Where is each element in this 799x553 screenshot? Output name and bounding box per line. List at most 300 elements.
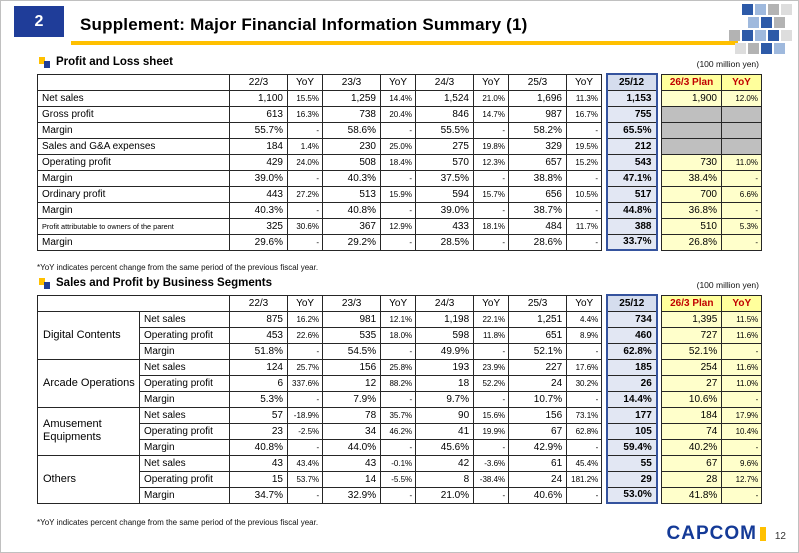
value-cell: 18.4% xyxy=(381,154,416,170)
value-cell: -2.5% xyxy=(288,423,323,439)
value-cell: 156 xyxy=(323,359,381,375)
value-cell: 212 xyxy=(607,138,657,154)
value-cell xyxy=(662,106,722,122)
value-cell: 11.3% xyxy=(567,90,602,106)
pl-section-title: Profit and Loss sheet xyxy=(56,56,173,68)
column-header: YoY xyxy=(567,295,602,311)
value-cell: 1,251 xyxy=(509,311,567,327)
row-label: Net sales xyxy=(140,455,230,471)
value-cell: 58.2% xyxy=(509,122,567,138)
value-cell: 254 xyxy=(662,359,722,375)
value-cell: - xyxy=(474,122,509,138)
column-header: 23/3 xyxy=(323,74,381,90)
row-label: Margin xyxy=(38,234,230,250)
column-header-empty xyxy=(38,74,230,90)
value-cell: 184 xyxy=(662,407,722,423)
value-cell: -38.4% xyxy=(474,471,509,487)
column-header: 23/3 xyxy=(323,295,381,311)
value-cell: 53.0% xyxy=(607,487,657,503)
value-cell: - xyxy=(381,391,416,407)
value-cell: 570 xyxy=(416,154,474,170)
value-cell: - xyxy=(288,234,323,250)
value-cell: 453 xyxy=(230,327,288,343)
table-row xyxy=(38,218,762,234)
value-cell: 28.6% xyxy=(509,234,567,250)
value-cell: 25.7% xyxy=(288,359,323,375)
value-cell: 12.3% xyxy=(474,154,509,170)
value-cell: 19.5% xyxy=(567,138,602,154)
decorative-square xyxy=(755,30,766,41)
value-cell: 11.7% xyxy=(567,218,602,234)
table-row xyxy=(38,170,762,186)
value-cell: 738 xyxy=(323,106,381,122)
value-cell: - xyxy=(474,439,509,455)
decorative-square xyxy=(781,30,792,41)
section-bullet-icon xyxy=(39,278,50,289)
value-cell: 10.5% xyxy=(567,186,602,202)
value-cell: 1,696 xyxy=(509,90,567,106)
value-cell xyxy=(662,122,722,138)
value-cell: - xyxy=(722,234,762,250)
value-cell: - xyxy=(474,170,509,186)
table-row xyxy=(38,423,762,439)
value-cell: 734 xyxy=(607,311,657,327)
value-cell: 1,153 xyxy=(607,90,657,106)
value-cell: - xyxy=(722,487,762,503)
value-cell: 12.0% xyxy=(722,90,762,106)
value-cell: 4.4% xyxy=(567,311,602,327)
segments-footnote: *YoY indicates percent change from the same period of the previous fiscal year. xyxy=(37,518,319,527)
value-cell: - xyxy=(381,439,416,455)
value-cell: 5.3% xyxy=(722,218,762,234)
value-cell: 88.2% xyxy=(381,375,416,391)
value-cell: 42.9% xyxy=(509,439,567,455)
column-header: 25/12 xyxy=(607,295,657,311)
value-cell: 15.2% xyxy=(567,154,602,170)
table-row xyxy=(38,138,762,154)
value-cell: 181.2% xyxy=(567,471,602,487)
value-cell: 11.5% xyxy=(722,311,762,327)
value-cell: 28.5% xyxy=(416,234,474,250)
value-cell: 41.8% xyxy=(662,487,722,503)
value-cell: - xyxy=(288,202,323,218)
value-cell: 29.6% xyxy=(230,234,288,250)
decorative-square xyxy=(742,30,753,41)
column-header: 25/3 xyxy=(509,74,567,90)
value-cell: 14 xyxy=(323,471,381,487)
row-label: Margin xyxy=(140,343,230,359)
value-cell: 38.8% xyxy=(509,170,567,186)
row-label: Margin xyxy=(140,391,230,407)
value-cell: 21.0% xyxy=(416,487,474,503)
value-cell: 36.8% xyxy=(662,202,722,218)
value-cell: 53.7% xyxy=(288,471,323,487)
value-cell: - xyxy=(567,234,602,250)
value-cell: 16.2% xyxy=(288,311,323,327)
value-cell: 14.4% xyxy=(607,391,657,407)
value-cell: 9.7% xyxy=(416,391,474,407)
pl-unit-note: (100 million yen) xyxy=(696,59,759,69)
value-cell: 18.1% xyxy=(474,218,509,234)
pl-section-header xyxy=(39,56,173,68)
value-cell: 39.0% xyxy=(416,202,474,218)
value-cell: 25.0% xyxy=(381,138,416,154)
value-cell: 388 xyxy=(607,218,657,234)
value-cell: 460 xyxy=(607,327,657,343)
value-cell: 29 xyxy=(607,471,657,487)
decorative-square xyxy=(761,17,772,28)
segment-name: Digital Contents xyxy=(38,311,140,359)
value-cell: 24 xyxy=(509,471,567,487)
value-cell: -18.9% xyxy=(288,407,323,423)
table-row xyxy=(38,471,762,487)
value-cell: 875 xyxy=(230,311,288,327)
value-cell: 52.2% xyxy=(474,375,509,391)
value-cell: - xyxy=(288,170,323,186)
value-cell: 184 xyxy=(230,138,288,154)
value-cell: 10.6% xyxy=(662,391,722,407)
decorative-square xyxy=(742,4,753,15)
value-cell: 15 xyxy=(230,471,288,487)
value-cell: - xyxy=(288,391,323,407)
table-row xyxy=(38,375,762,391)
value-cell: - xyxy=(381,343,416,359)
value-cell: 6.6% xyxy=(722,186,762,202)
value-cell: 1.4% xyxy=(288,138,323,154)
value-cell: 981 xyxy=(323,311,381,327)
value-cell: 34.7% xyxy=(230,487,288,503)
table-row xyxy=(38,359,762,375)
value-cell: - xyxy=(288,439,323,455)
slide-number: 2 xyxy=(34,12,44,30)
value-cell: - xyxy=(474,487,509,503)
value-cell: 329 xyxy=(509,138,567,154)
value-cell: - xyxy=(474,202,509,218)
capcom-logo xyxy=(667,523,766,545)
value-cell: 62.8% xyxy=(567,423,602,439)
value-cell: 25.8% xyxy=(381,359,416,375)
value-cell: 52.1% xyxy=(662,343,722,359)
value-cell: 613 xyxy=(230,106,288,122)
value-cell: 8.9% xyxy=(567,327,602,343)
value-cell: 1,259 xyxy=(323,90,381,106)
value-cell: - xyxy=(722,170,762,186)
table-row xyxy=(38,106,762,122)
value-cell: 14.4% xyxy=(381,90,416,106)
value-cell: 105 xyxy=(607,423,657,439)
value-cell: 54.5% xyxy=(323,343,381,359)
value-cell: 12.9% xyxy=(381,218,416,234)
table-row xyxy=(38,391,762,407)
value-cell: 16.7% xyxy=(567,106,602,122)
value-cell: 32.9% xyxy=(323,487,381,503)
table-row xyxy=(38,186,762,202)
value-cell: - xyxy=(567,439,602,455)
value-cell: - xyxy=(381,122,416,138)
decorative-square xyxy=(768,30,779,41)
value-cell: 230 xyxy=(323,138,381,154)
value-cell: 67 xyxy=(509,423,567,439)
value-cell: 20.4% xyxy=(381,106,416,122)
decorative-square xyxy=(781,4,792,15)
value-cell: 11.0% xyxy=(722,375,762,391)
table-row xyxy=(38,439,762,455)
value-cell: 46.2% xyxy=(381,423,416,439)
value-cell: 40.3% xyxy=(323,170,381,186)
value-cell: 227 xyxy=(509,359,567,375)
value-cell: 23 xyxy=(230,423,288,439)
section-bullet-icon xyxy=(39,57,50,68)
value-cell: - xyxy=(567,122,602,138)
value-cell: 23.9% xyxy=(474,359,509,375)
value-cell: 657 xyxy=(509,154,567,170)
value-cell: 67 xyxy=(662,455,722,471)
value-cell: 49.9% xyxy=(416,343,474,359)
value-cell: 15.9% xyxy=(381,186,416,202)
value-cell: 11.6% xyxy=(722,327,762,343)
value-cell: - xyxy=(567,343,602,359)
decorative-square xyxy=(748,17,759,28)
value-cell xyxy=(722,138,762,154)
column-header: YoY xyxy=(474,295,509,311)
table-row xyxy=(38,343,762,359)
value-cell: 325 xyxy=(230,218,288,234)
value-cell: 700 xyxy=(662,186,722,202)
value-cell: 26.8% xyxy=(662,234,722,250)
table-row xyxy=(38,407,762,423)
value-cell: 45.6% xyxy=(416,439,474,455)
value-cell: 156 xyxy=(509,407,567,423)
title-underline xyxy=(71,41,738,45)
value-cell: 517 xyxy=(607,186,657,202)
page-title: Supplement: Major Financial Information Summary (1) xyxy=(80,15,528,34)
value-cell: 5.3% xyxy=(230,391,288,407)
value-cell: 45.4% xyxy=(567,455,602,471)
value-cell: - xyxy=(381,170,416,186)
row-label: Margin xyxy=(38,170,230,186)
value-cell: - xyxy=(288,122,323,138)
value-cell: 18.0% xyxy=(381,327,416,343)
row-label: Net sales xyxy=(140,407,230,423)
value-cell: 24.0% xyxy=(288,154,323,170)
value-cell: 1,524 xyxy=(416,90,474,106)
table-row xyxy=(38,90,762,106)
value-cell: 40.3% xyxy=(230,202,288,218)
value-cell: 1,198 xyxy=(416,311,474,327)
table-row xyxy=(38,327,762,343)
value-cell: - xyxy=(288,343,323,359)
row-label: Gross profit xyxy=(38,106,230,122)
value-cell: -0.1% xyxy=(381,455,416,471)
value-cell: 33.7% xyxy=(607,234,657,250)
value-cell: 11.8% xyxy=(474,327,509,343)
column-header: YoY xyxy=(381,74,416,90)
column-header: YoY xyxy=(567,74,602,90)
value-cell: 58.6% xyxy=(323,122,381,138)
value-cell: 59.4% xyxy=(607,439,657,455)
value-cell: - xyxy=(474,234,509,250)
value-cell xyxy=(662,138,722,154)
column-header: YoY xyxy=(722,74,762,90)
value-cell: 26 xyxy=(607,375,657,391)
value-cell: 21.0% xyxy=(474,90,509,106)
value-cell: - xyxy=(722,202,762,218)
value-cell: 74 xyxy=(662,423,722,439)
column-header: YoY xyxy=(381,295,416,311)
value-cell: -5.5% xyxy=(381,471,416,487)
value-cell: 1,100 xyxy=(230,90,288,106)
value-cell: 44.8% xyxy=(607,202,657,218)
value-cell: - xyxy=(567,170,602,186)
value-cell: 12 xyxy=(323,375,381,391)
value-cell: - xyxy=(722,343,762,359)
row-label: Margin xyxy=(140,487,230,503)
segment-name: Amusement Equipments xyxy=(38,407,140,455)
value-cell: 40.8% xyxy=(230,439,288,455)
value-cell xyxy=(722,122,762,138)
value-cell: 61 xyxy=(509,455,567,471)
value-cell: 47.1% xyxy=(607,170,657,186)
row-label: Margin xyxy=(38,122,230,138)
value-cell: - xyxy=(288,487,323,503)
value-cell xyxy=(722,106,762,122)
value-cell: 55.7% xyxy=(230,122,288,138)
value-cell: 513 xyxy=(323,186,381,202)
value-cell: 19.8% xyxy=(474,138,509,154)
value-cell: 57 xyxy=(230,407,288,423)
row-label: Margin xyxy=(140,439,230,455)
value-cell: 90 xyxy=(416,407,474,423)
value-cell: 30.2% xyxy=(567,375,602,391)
row-label: Operating profit xyxy=(140,327,230,343)
row-label: Operating profit xyxy=(140,375,230,391)
value-cell: 38.7% xyxy=(509,202,567,218)
table-row xyxy=(38,487,762,503)
decorative-square xyxy=(729,30,740,41)
column-header: 24/3 xyxy=(416,74,474,90)
value-cell: 24 xyxy=(509,375,567,391)
row-label: Net sales xyxy=(140,359,230,375)
value-cell: - xyxy=(722,391,762,407)
value-cell: 9.6% xyxy=(722,455,762,471)
row-label: Operating profit xyxy=(38,154,230,170)
value-cell: 433 xyxy=(416,218,474,234)
value-cell: 185 xyxy=(607,359,657,375)
column-header-empty xyxy=(38,295,230,311)
value-cell: 1,900 xyxy=(662,90,722,106)
value-cell: 14.7% xyxy=(474,106,509,122)
row-label: Net sales xyxy=(38,90,230,106)
value-cell: 38.4% xyxy=(662,170,722,186)
capcom-logo-text: CAPCOM xyxy=(666,523,757,544)
value-cell: 846 xyxy=(416,106,474,122)
value-cell: 42 xyxy=(416,455,474,471)
value-cell: 78 xyxy=(323,407,381,423)
value-cell: 508 xyxy=(323,154,381,170)
value-cell: 43.4% xyxy=(288,455,323,471)
value-cell: 535 xyxy=(323,327,381,343)
value-cell: - xyxy=(567,487,602,503)
value-cell: 177 xyxy=(607,407,657,423)
decorative-square xyxy=(761,43,772,54)
value-cell: 656 xyxy=(509,186,567,202)
value-cell: 17.9% xyxy=(722,407,762,423)
value-cell: - xyxy=(722,439,762,455)
value-cell: 40.8% xyxy=(323,202,381,218)
value-cell: 43 xyxy=(230,455,288,471)
value-cell: 275 xyxy=(416,138,474,154)
value-cell: -3.6% xyxy=(474,455,509,471)
decorative-square xyxy=(768,4,779,15)
value-cell: - xyxy=(567,202,602,218)
decorative-square xyxy=(735,43,746,54)
row-label: Operating profit xyxy=(140,471,230,487)
value-cell: 755 xyxy=(607,106,657,122)
value-cell: 37.5% xyxy=(416,170,474,186)
column-header: 25/3 xyxy=(509,295,567,311)
value-cell: 30.6% xyxy=(288,218,323,234)
segment-name: Arcade Operations xyxy=(38,359,140,407)
value-cell: 22.1% xyxy=(474,311,509,327)
column-header: YoY xyxy=(288,295,323,311)
row-label: Profit attributable to owners of the parent xyxy=(38,218,230,234)
value-cell: 15.5% xyxy=(288,90,323,106)
value-cell: 10.4% xyxy=(722,423,762,439)
segments-section-title: Sales and Profit by Business Segments xyxy=(56,277,273,289)
logo-yellow-bar xyxy=(760,527,766,541)
value-cell: 11.0% xyxy=(722,154,762,170)
value-cell: 12.1% xyxy=(381,311,416,327)
value-cell: 15.7% xyxy=(474,186,509,202)
value-cell: 55 xyxy=(607,455,657,471)
table-row xyxy=(38,122,762,138)
row-label: Net sales xyxy=(140,311,230,327)
value-cell: 10.7% xyxy=(509,391,567,407)
value-cell: - xyxy=(474,391,509,407)
decorative-square xyxy=(774,43,785,54)
value-cell: 22.6% xyxy=(288,327,323,343)
value-cell: 39.0% xyxy=(230,170,288,186)
table-row xyxy=(38,311,762,327)
column-header: YoY xyxy=(722,295,762,311)
pl-footnote: *YoY indicates percent change from the same period of the previous fiscal year. xyxy=(37,263,319,272)
business-segments-table xyxy=(37,294,762,504)
column-header: YoY xyxy=(288,74,323,90)
value-cell: 651 xyxy=(509,327,567,343)
value-cell: 35.7% xyxy=(381,407,416,423)
row-label: Operating profit xyxy=(140,423,230,439)
value-cell: 73.1% xyxy=(567,407,602,423)
value-cell: 16.3% xyxy=(288,106,323,122)
value-cell: 367 xyxy=(323,218,381,234)
value-cell: 28 xyxy=(662,471,722,487)
slide-number-badge xyxy=(14,6,64,37)
value-cell: 6 xyxy=(230,375,288,391)
value-cell: 40.2% xyxy=(662,439,722,455)
column-header: 24/3 xyxy=(416,295,474,311)
row-label: Margin xyxy=(38,202,230,218)
value-cell: 62.8% xyxy=(607,343,657,359)
segments-section-header xyxy=(39,277,272,289)
table-row xyxy=(38,202,762,218)
value-cell: 43 xyxy=(323,455,381,471)
value-cell: 27.2% xyxy=(288,186,323,202)
column-header: 22/3 xyxy=(230,295,288,311)
value-cell: 65.5% xyxy=(607,122,657,138)
value-cell: 510 xyxy=(662,218,722,234)
value-cell: 7.9% xyxy=(323,391,381,407)
value-cell: 27 xyxy=(662,375,722,391)
